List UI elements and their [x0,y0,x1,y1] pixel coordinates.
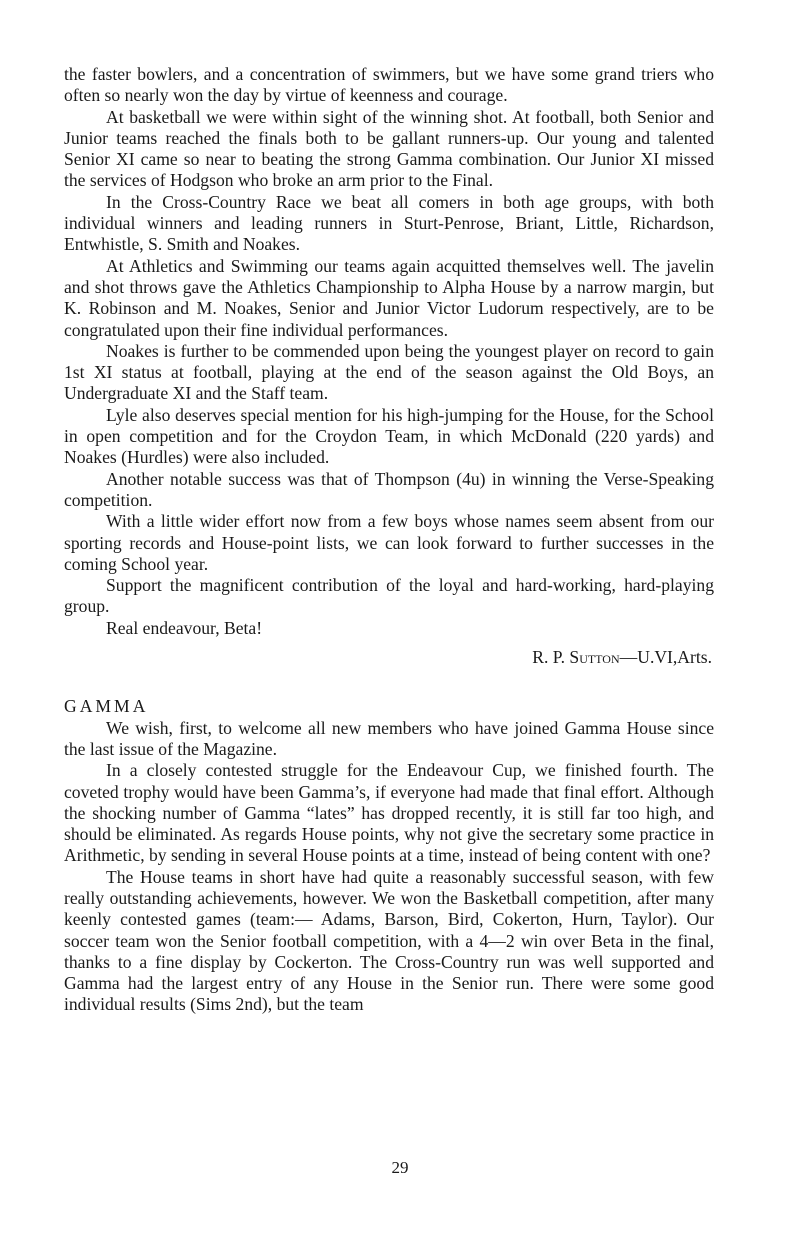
beta-paragraph-basketball: At basketball we were within sight of the winning shot. At football, both Senior and Junior teams reached the finals both to be gallant runners-up. Our young and talented Senior XI came so near to beating the strong Gamma combination. Our Junior XI missed the services of Hodgson who broke an arm prior to the Final. [64,106,714,191]
page-number: 29 [391,1158,409,1177]
beta-paragraph-lyle: Lyle also deserves special mention for his high-jumping for the House, for the School in open competition and for the Croydon Team, in which McDonald (220 yards) and Noakes (Hurdles) were also included. [64,404,714,468]
beta-paragraph-support: Support the magnificent contribution of the loyal and hard-working, hard-playing group. [64,575,714,617]
gamma-paragraph-teams: The House teams in short have had quite a reasonably successful season, with few really outstanding achievements, however. We won the Basketball competition, after many keenly contested games (team:— Adams, Barson, Bird, Cokerton, Hurn, Taylor). Our soccer team won the Senior football competition, with a 4—2 win over Beta in the final, thanks to a fine display by Cockerton. The Cross-Country run was well supported and Gamma had the largest entry of any House in the Senior run. There were some good individual results (Sims 2nd), but the team [64,866,714,1015]
beta-paragraph-athletics: At Athletics and Swimming our teams again acquitted themselves well. The javelin and shot throws gave the Athletics Championship to Alpha House by a narrow margin, but K. Robinson and M. Noakes, Senior and Junior Victor Ludorum respectively, are to be congratulated upon their fine individual performances. [64,255,714,340]
beta-paragraph-closing: Real endeavour, Beta! [106,617,263,638]
gamma-paragraph-welcome: We wish, first, to welcome all new members who have joined Gamma House since the last issue of the Magazine. [64,717,714,759]
signature-surname: Sutton [569,647,620,668]
beta-paragraph-verse: Another notable success was that of Thompson (4u) in winning the Verse-Speaking competition. [64,468,714,510]
beta-paragraph-effort: With a little wider effort now from a few boys whose names seem absent from our sporting records and House-point lists, we can look forward to further successes in the coming School year. [64,511,714,574]
signature-initials: R. P. [532,647,570,668]
beta-paragraph-cross-country: In the Cross-Country Race we beat all comers in both age groups, with both individual winners and leading runners in Sturt-Penrose, Briant, Little, Richardson, Entwhistle, S. Smith and Noakes. [64,191,714,255]
text-column [64,64,714,1016]
signature-form: —U.VI,Arts. [619,647,712,668]
signature [64,647,714,668]
beta-paragraph-continued: the faster bowlers, and a concentration of swimmers, but we have some grand triers who often so nearly won the day by virtue of keenness and courage. [64,64,714,106]
beta-paragraph-noakes: Noakes is further to be commended upon being the youngest player on record to gain 1st XI status at football, playing at the end of the season against the Old Boys, an Undergraduate XI and the Staff team. [64,340,714,404]
gamma-paragraph-endeavour: In a closely contested struggle for the Endeavour Cup, we finished fourth. The coveted trophy would have been Gamma’s, if everyone had made that final effort. Although the shocking number of Gamma “lates” has dropped recently, it is still far too high, and should be eliminated. As regards House points, why not give the secretary some practice in Arithmetic, by sending in several House points at a time, instead of being content with one? [64,760,714,866]
section-heading-gamma: GAMMA [64,696,149,717]
